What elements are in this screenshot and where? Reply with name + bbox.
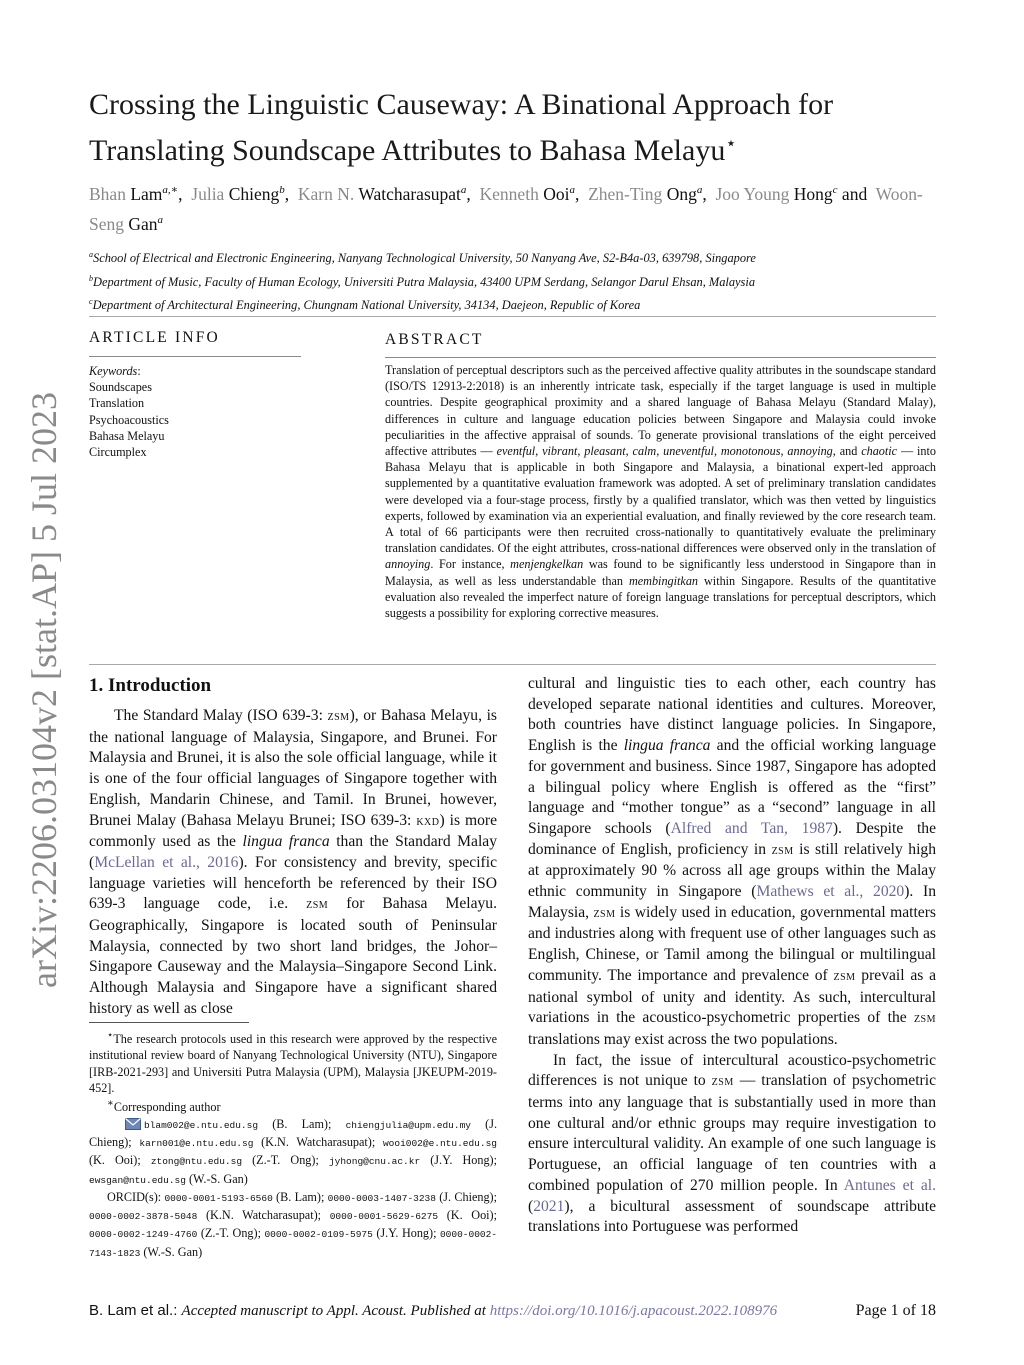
divider [89, 316, 936, 317]
author[interactable]: Julia Chieng$^b$, [191, 183, 290, 204]
citation-year-link[interactable]: 2021 [533, 1197, 565, 1215]
email-link[interactable]: blam002@e.ntu.edu.sg [144, 1119, 259, 1131]
footnote-emails: blam002@e.ntu.edu.sg (B. Lam); chiengjulia@upm.edu.my (J. Chieng); karn001@e.ntu.edu.sg (K.N. Watcharasupat); wooi002@e.ntu.edu.sg (K. Ooi); ztong@ntu.edu.sg (Z.-T. Ong); jyhong@cnu.ac.kr (J.Y. Hong); ewsgan@ntu.edu.sg (W.-S. Gan) [89, 1116, 498, 1186]
intro-paragraph: cultural and linguistic ties to each other, each country has developed separate national identities and cultures. Moreover, both countries have distinct language policies. In Singapore, English is the lingua franca and the official working language for government and business. Since 1987, Singapore has adopted a bilingual policy where English is offered as the “first” language and “mother tongue” as a “second” language in all Singapore schools (Alfred and Tan, 1987). Despite the dominance of English, proficiency in zsm is still relatively high at approximately 90 % across all age groups within the Malay ethnic community in Singapore (Mathews et al., 2020). In Malaysia, zsm is widely used in education, governmental matters and industries along with frequent use of other languages such as English, Chinese, or Tamil among the bilingual or multilingual community. The importance and prevalence of zsm prevail as a national symbol of unity and identity. As such, intercultural variations in the acoustico-psychometric properties of the zsm translations may exist across the two populations. [528, 675, 937, 1048]
keyword: Bahasa Melayu [89, 428, 165, 443]
affiliations [89, 245, 939, 316]
email-link[interactable]: chiengjulia@upm.edu.my [345, 1119, 471, 1131]
citation-link[interactable]: Mathews et al., 2020 [756, 883, 905, 901]
intro-column-right [528, 674, 936, 1238]
arxiv-identifier: arXiv:2206.03104v2 [stat.AP] 5 Jul 2023 [24, 392, 64, 988]
author[interactable]: Zhen-Ting Ong$^a$, [588, 183, 707, 204]
paper-title [89, 86, 939, 170]
citation-link[interactable]: McLellan et al., 2016 [94, 853, 239, 871]
section-heading-introduction: 1. Introduction [89, 675, 212, 696]
orcid-link[interactable]: 0000-0002-3878-5048 [89, 1211, 198, 1223]
page-number: Page 1 of 18 [855, 1302, 936, 1319]
keyword: Translation [89, 396, 145, 411]
orcid-link[interactable]: 0000-0002-1249-4760 [89, 1229, 198, 1241]
author[interactable]: Kenneth Ooi$^a$, [479, 183, 580, 204]
email-link[interactable]: karn001@e.ntu.edu.sg [139, 1137, 254, 1149]
citation-link[interactable]: Alfred and Tan, 1987 [670, 819, 833, 837]
orcid-link[interactable]: 0000-0002-7143-1823 [89, 1229, 497, 1259]
email-link[interactable]: wooi002@e.ntu.edu.sg [382, 1137, 497, 1149]
keyword: Circumplex [89, 445, 147, 460]
affiliation: $^a$School of Electrical and Electronic Engineering, Nanyang Technological University, 50 Nanyang Ave, S2-B4a-03, 639798, Singapore [89, 250, 756, 266]
page-footer [89, 1302, 777, 1320]
keywords-block: Keywords: Soundscapes Translation Psychoacoustics Bahasa Melayu Circumplex [89, 364, 169, 460]
keyword: Soundscapes [89, 380, 152, 395]
footnotes [89, 1028, 497, 1262]
keywords-label: Keywords [89, 364, 138, 378]
footer-authors: B. Lam et al.: [89, 1302, 182, 1319]
author[interactable]: Joo Young Hong$^c$ and [715, 183, 868, 204]
footer-journal: Accepted manuscript to Appl. Acoust. Published at [181, 1303, 490, 1319]
orcid-link[interactable]: 0000-0002-0109-5975 [264, 1229, 373, 1241]
footnote-orcids: ORCID(s): 0000-0001-5193-6560 (B. Lam); 0000-0003-1407-3238 (J. Chieng); 0000-0002-3878-5048 (K.N. Watcharasupat); 0000-0001-5629-6275 (K. Ooi); 0000-0002-1249-4760 (Z.-T. Ong); 0000-0002-0109-5975 (J.Y. Hong); 0000-0002-7143-1823 (W.-S. Gan) [89, 1189, 498, 1259]
abstract-text: Translation of perceptual descriptors such as the perceived affective quality attributes in the soundscape standard (ISO/TS 12913-2:2018) is an inherently intricate task, especially if the target language is used in multiple countries. Despite geographical proximity and a shared language of Bahasa Melayu (Standard Malay), differences in culture and language education policies between Singapore and Malaysia could invoke peculiarities in the affective appraisal of sounds. To generate provisional translations of the eight perceived affective attributes — eventful, vibrant, pleasant, calm, uneventful, monotonous, annoying, and chaotic — into Bahasa Melayu that is applicable in both Singapore and Malaysia, a binational expert-led approach supplemented by a quantitative evaluation framework was adopted. A set of preliminary translation candidates were developed via a four-stage process, firstly by a qualified translator, which was then vetted by linguistics experts, followed by examination via an experiential evaluation, and finally reviewed by the core research team. A total of 66 participants were then recruited cross-nationally to quantitatively evaluate the preliminary translation candidates. Of the eight attributes, cross-national differences were observed only in the translation of annoying. For instance, menjengkelkan was found to be significantly less understood in Singapore than in Malaysia, as well as less understandable than membingitkan within Singapore. Results of the quantitative evaluation also revealed the imperfect nature of foreign language translations for perceptual descriptors, which suggests a possibility for exploring corrective measures. [385, 363, 937, 621]
intro-paragraph: In fact, the issue of intercultural acoustico-psychometric differences is not unique to zsm — translation of psychometric terms into any language that is substantially used in more than one cultural and/or ethnic groups may require investigation to ensure intercultural validity. An example of one such language is Portuguese, an official language of ten countries with a combined population of 270 million people. In Antunes et al. (2021), a bicultural assessment of soundscape attribute translations into Portuguese was performed [528, 1051, 936, 1236]
title-line-1: Crossing the Linguistic Causeway: A Binational Approach for [89, 88, 834, 121]
doi-link[interactable]: https://doi.org/10.1016/j.apacoust.2022.108976 [489, 1303, 778, 1319]
author[interactable]: Karn N. Watcharasupat$^a$, [297, 183, 471, 204]
footnote-corresponding: ∗Corresponding author [107, 1098, 221, 1115]
orcid-link[interactable]: 0000-0001-5193-6560 [164, 1192, 273, 1204]
abstract-heading: ABSTRACT [385, 331, 484, 348]
orcid-link[interactable]: 0000-0001-5629-6275 [329, 1211, 439, 1223]
arxiv-sidebar-stamp [22, 390, 66, 990]
title-footnote-mark: ⋆ [725, 133, 737, 153]
email-link[interactable]: jyhong@cnu.ac.kr [328, 1156, 421, 1168]
divider [89, 664, 936, 665]
affiliation: $^c$Department of Architectural Engineering, Chungnam National University, 34134, Daejeon, Republic of Korea [89, 297, 641, 313]
footnote-rule [89, 1022, 249, 1023]
title-line-2: Translating Soundscape Attributes to Bahasa Melayu [89, 134, 726, 167]
divider [89, 356, 301, 357]
keyword: Psychoacoustics [89, 412, 169, 427]
article-info-heading: ARTICLE INFO [89, 329, 220, 346]
divider [385, 357, 936, 358]
orcid-link[interactable]: 0000-0003-1407-3238 [327, 1192, 436, 1204]
intro-paragraph-left: The Standard Malay (ISO 639-3: zsm), or Bahasa Melayu, is the national language of Malaysia, Singapore, and Brunei. For Malaysia and Brunei, it is also the sole official language, while it is one of the four official languages of Singapore together with English, Mandarin Chinese, and Tamil. In Brunei, however, Brunei Malay (Bahasa Melayu Brunei; ISO 639-3: kxd) is more commonly used as the lingua franca than the Standard Malay (McLellan et al., 2016). For consistency and brevity, specific language varieties will henceforth be referenced by their ISO 639-3 language code, i.e. zsm for Bahasa Melayu. Geographically, Singapore is located south of Peninsular Malaysia, connected by two short land bridges, the Johor–Singapore Causeway and the Malaysia–Singapore Second Link. Although Malaysia and Singapore have a significant shared history as well as close [89, 707, 497, 1017]
author[interactable]: Bhan Lam$^{a,∗}$, [89, 183, 183, 204]
author-list [89, 177, 939, 237]
email-link[interactable]: ewsgan@ntu.edu.sg [89, 1174, 186, 1186]
email-link[interactable]: ztong@ntu.edu.sg [150, 1156, 243, 1168]
citation-link[interactable]: Antunes et al. [843, 1176, 936, 1194]
email-icon [107, 1118, 141, 1134]
affiliation: $^b$Department of Music, Faculty of Human Ecology, Universiti Putra Malaysia, 43400 UPM Serdang, Selangor Darul Ehsan, Malaysia [89, 273, 756, 289]
footnote-ethics: ⋆The research protocols used in this research were approved by the respective institutional review board of Nanyang Technological University (NTU), Singapore [IRB-2021-293] and Universiti Putra Malaysia (UPM), Malaysia [JKEUPM-2019-452]. [89, 1030, 497, 1095]
author[interactable]: Woon-Seng Gan$^a$ [89, 183, 923, 234]
